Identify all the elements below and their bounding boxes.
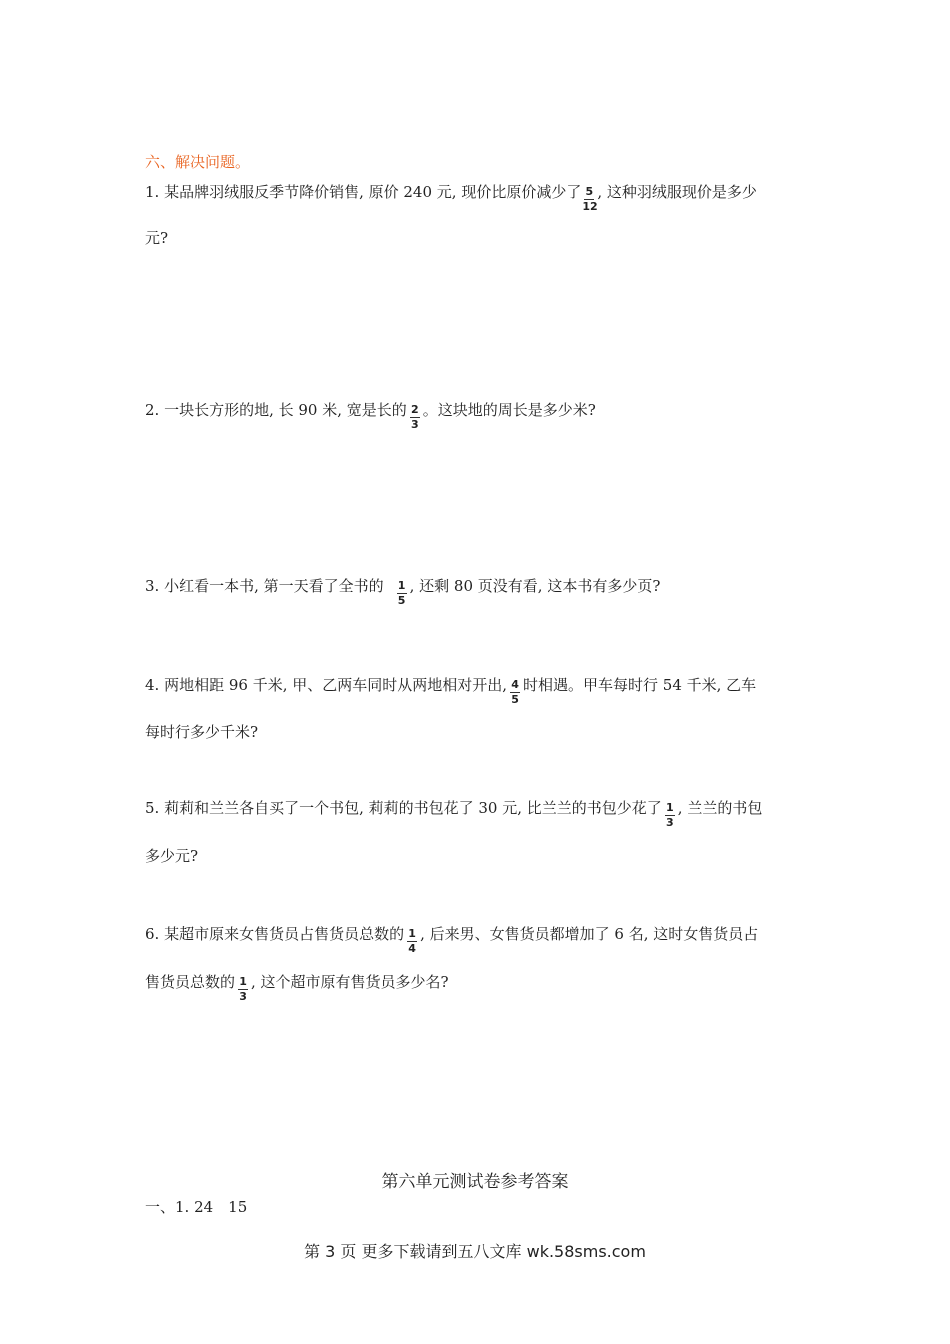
problem-4-line-1 — [145, 675, 757, 706]
problem-1-line-2: 元? — [145, 229, 169, 247]
problem-4-line-2: 每时行多少千米? — [145, 723, 259, 741]
problem-2-text-cont: 。这块地的周长是多少米? — [422, 401, 596, 419]
answer-first-line: 一、1. 24 15 — [145, 1198, 248, 1216]
problem-5-line-2: 多少元? — [145, 847, 199, 865]
fraction-4-5: $\frac{4}{5}$ — [511, 678, 519, 706]
fraction-5-12: $\frac{5}{12}$ — [582, 185, 598, 213]
problem-1-text-cont: , 这种羽绒服现价是多少 — [597, 183, 757, 201]
problem-4-text: 4. 两地相距 96 千米, 甲、乙两车同时从两地相对开出, — [145, 676, 508, 694]
fraction-1-4: $\frac{1}{4}$ — [408, 927, 416, 955]
problem-2-text: 2. 一块长方形的地, 长 90 米, 宽是长的 — [145, 401, 407, 419]
problem-6-line-1 — [145, 924, 759, 955]
fraction-1-5: $\frac{1}{5}$ — [397, 579, 406, 607]
fraction-1-3: $\frac{1}{3}$ — [665, 801, 674, 829]
page-footer: 第 3 页 更多下载请到五八文库 wk.58sms.com — [304, 1242, 646, 1261]
answer-key-title: 第六单元测试卷参考答案 — [381, 1172, 569, 1192]
problem-6-text-line2-cont: , 这个超市原有售货员多少名? — [251, 973, 449, 991]
fraction-1-3-second: $\frac{1}{3}$ — [239, 975, 247, 1003]
problem-4-text-cont: 时相遇。甲车每时行 54 千米, 乙车 — [523, 676, 757, 694]
problem-5-text-cont: , 兰兰的书包 — [677, 799, 763, 817]
section-heading: 六、解决问题。 — [145, 153, 251, 171]
problem-6-text: 6. 某超市原来女售货员占售货员总数的 — [145, 925, 405, 943]
problem-3-text-cont: , 还剩 80 页没有看, 这本书有多少页? — [409, 577, 661, 595]
problem-6-text-cont: , 后来男、女售货员都增加了 6 名, 这时女售货员占 — [420, 925, 759, 943]
problem-2-line-1 — [145, 400, 596, 431]
problem-5-text: 5. 莉莉和兰兰各自买了一个书包, 莉莉的书包花了 30 元, 比兰兰的书包少花了 — [145, 799, 662, 817]
fraction-2-3: $\frac{2}{3}$ — [410, 403, 419, 431]
problem-6-line-2 — [145, 972, 449, 1003]
problem-6-text-line2: 售货员总数的 — [145, 973, 236, 991]
problem-3-text: 3. 小红看一本书, 第一天看了全书的 — [145, 577, 384, 595]
problem-1-line-1 — [145, 182, 757, 213]
problem-1-text: 1. 某品牌羽绒服反季节降价销售, 原价 240 元, 现价比原价减少了 — [145, 183, 582, 201]
problem-5-line-1 — [145, 798, 763, 829]
problem-3-line-1 — [145, 576, 661, 607]
